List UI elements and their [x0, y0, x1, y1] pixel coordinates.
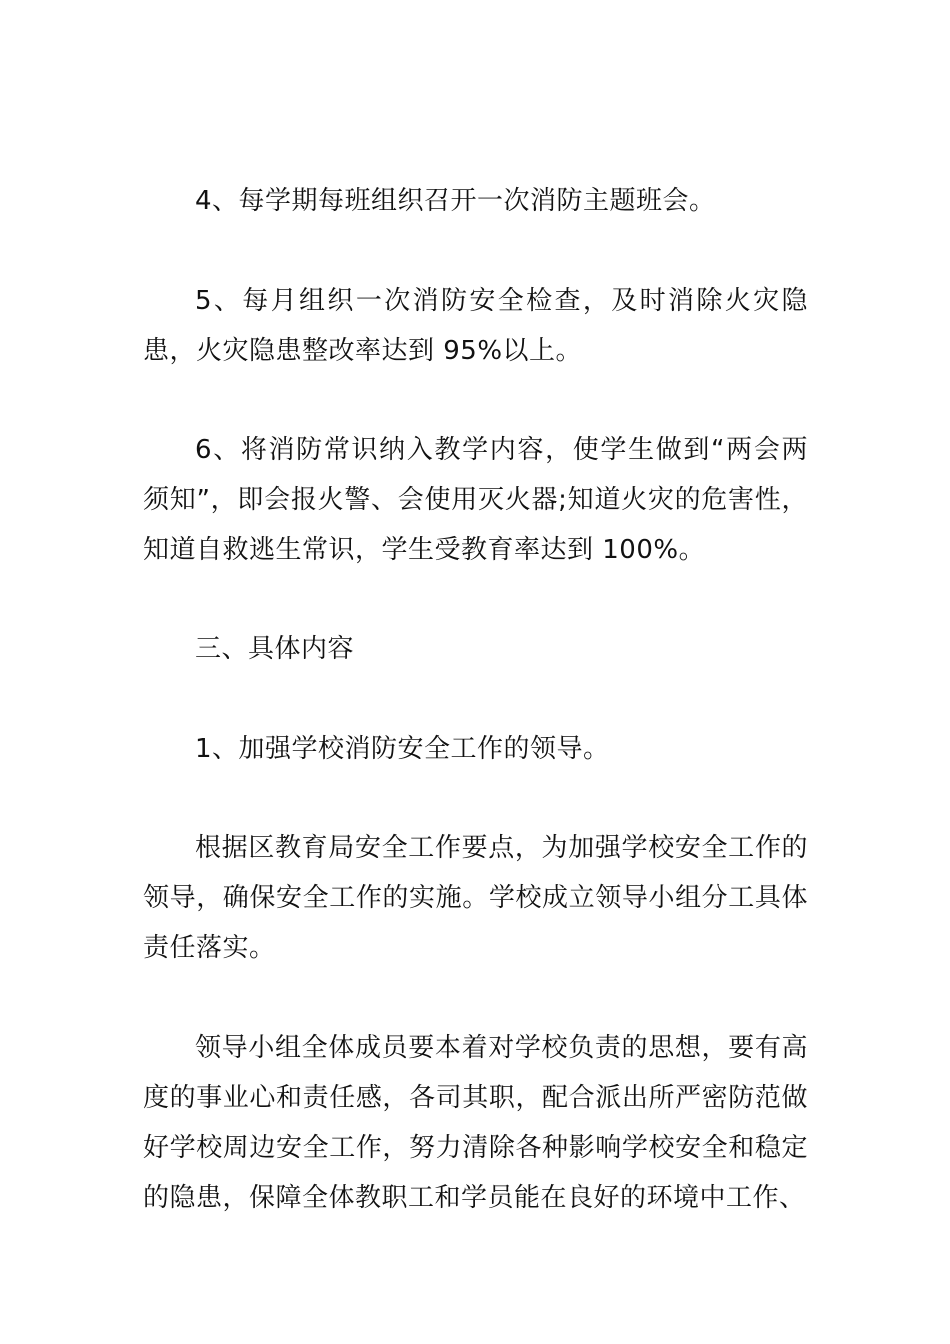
paragraph-leadership-group: 根据区教育局安全工作要点，为加强学校安全工作的领导，确保安全工作的实施。学校成立领导小组分工具体责任落实。 — [143, 833, 808, 963]
paragraph-goal-5: 5、每月组织一次消防安全检查，及时消除火灾隐患，火灾隐患整改率达到 95%以上。 — [143, 286, 808, 366]
paragraph-goal-6: 6、将消防常识纳入教学内容，使学生做到“两会两须知”，即会报火警、会使用灭火器;知道火灾的危害性，知道自救逃生常识，学生受教育率达到 100%。 — [143, 435, 808, 565]
paragraph-goal-4: 4、每学期每班组织召开一次消防主题班会。 — [195, 186, 716, 216]
section-heading-specific-content: 三、具体内容 — [195, 634, 355, 664]
paragraph-item-1-heading: 1、加强学校消防安全工作的领导。 — [195, 734, 610, 764]
paragraph-group-members: 领导小组全体成员要本着对学校负责的思想，要有高度的事业心和责任感，各司其职，配合派出所严密防范做好学校周边安全工作，努力清除各种影响学校安全和稳定的隐患，保障全体教职工和学员能在良好的环境中工作、 — [143, 1033, 808, 1213]
